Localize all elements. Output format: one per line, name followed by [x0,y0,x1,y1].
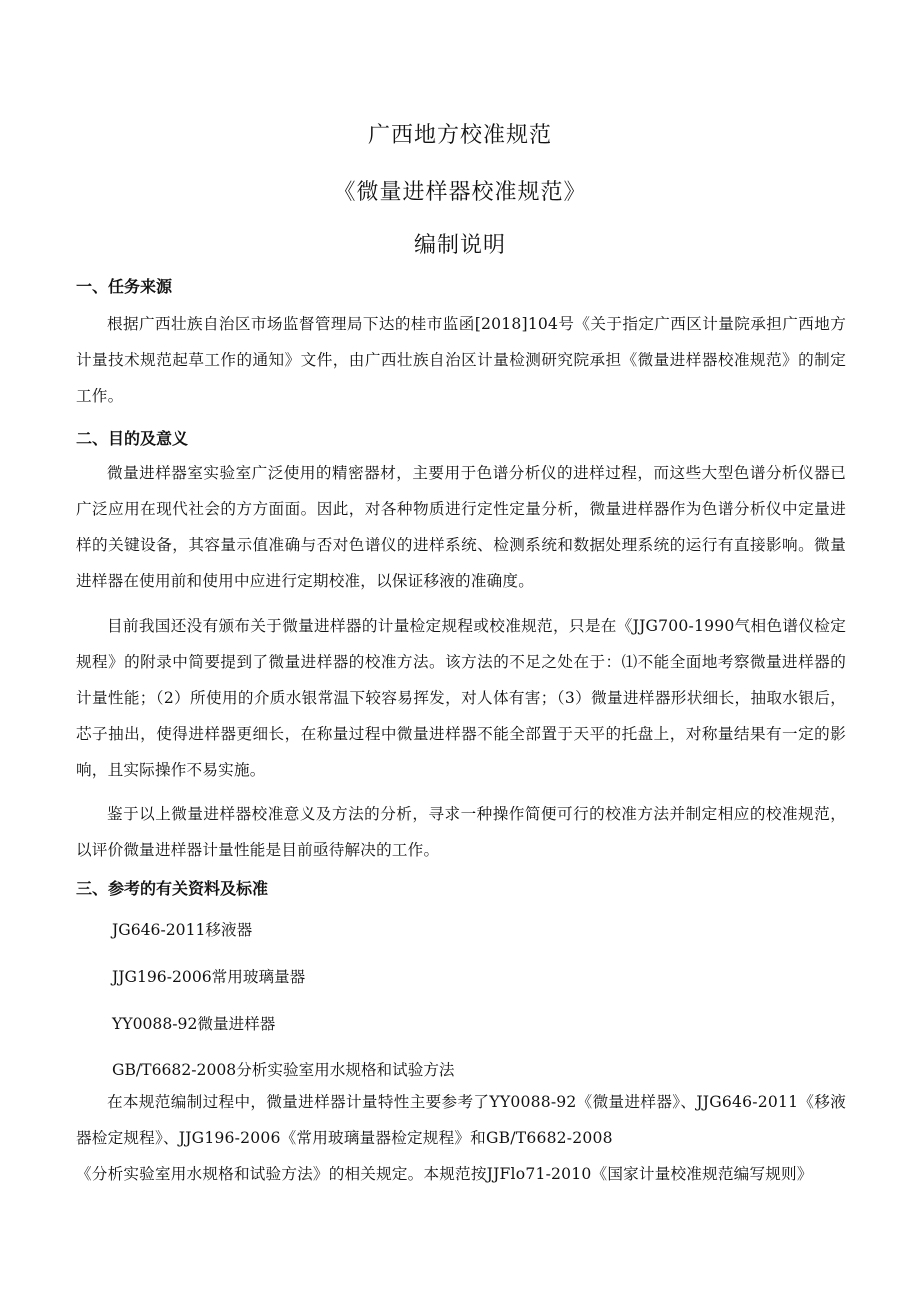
section-2-paragraph-1: 微量进样器室实验室广泛使用的精密器材，主要用于色谱分析仪的进样过程，而这些大型色谱分析仪器已广泛应用在现代社会的方方面面。因此，对各种物质进行定性定量分析，微量进样器作为色谱分析仪中定量进样的关键设备，其容量示值准确与否对色谱仪的进样系统、检测系统和数据处理系统的运行有直接影响。微量进样器在使用前和使用中应进行定期校准，以保证移液的准确度。 [76,464,846,590]
section-1-paragraph: 根据广西壮族自治区市场监督管理局下达的桂市监函[2018]104号《关于指定广西区计量院承担广西地方计量技术规范起草工作的通知》文件，由广西壮族自治区计量检测研究院承担《微量进样器校准规范》的制定工作。 [76,315,846,405]
reference-item: JG646-2011移液器 [112,921,253,939]
section-2-heading: 二、目的及意义 [76,429,189,448]
section-2-paragraph-2: 目前我国还没有颁布关于微量进样器的计量检定规程或校准规范，只是在《JJG700-1990气相色谱仪检定规程》的附录中简要提到了微量进样器的校准方法。该方法的不足之处在于：⑴不能全面地考察微量进样器的计量性能；（2）所使用的介质水银常温下较容易挥发，对人体有害；（3）微量进样器形状细长，抽取水银后，芯子抽出，使得进样器更细长，在称量过程中微量进样器不能全部置于天平的托盘上，对称量结果有一定的影响，且实际操作不易实施。 [76,617,846,779]
section-2-paragraph-3: 鉴于以上微量进样器校准意义及方法的分析，寻求一种操作简便可行的校准方法并制定相应的校准规范，以评价微量进样器计量性能是目前亟待解决的工作。 [76,805,846,859]
section-3-paragraph-2: 《分析实验室用水规格和试验方法》的相关规定。本规范按JJFlo71-2010《国家计量校准规范编写规则》 [76,1165,813,1183]
reference-item: GB/T6682-2008分析实验室用水规格和试验方法 [112,1061,455,1079]
section-3-paragraph-1: 在本规范编制过程中，微量进样器计量特性主要参考了YY0088-92《微量进样器》、JJG646-2011《移液器检定规程》、JJG196-2006《常用玻璃量器检定规程》和GB/T6682-2008 [76,1093,846,1147]
document-title: 广西地方校准规范 [367,123,552,148]
document-subtitle: 《微量进样器校准规范》 [333,180,587,205]
reference-item: YY0088-92微量进样器 [112,1015,276,1033]
section-3-heading: 三、参考的有关资料及标准 [76,879,269,898]
document-section-title: 编制说明 [413,233,506,258]
section-1-heading: 一、任务来源 [76,277,173,296]
reference-item: JJG196-2006常用玻璃量器 [112,968,306,986]
